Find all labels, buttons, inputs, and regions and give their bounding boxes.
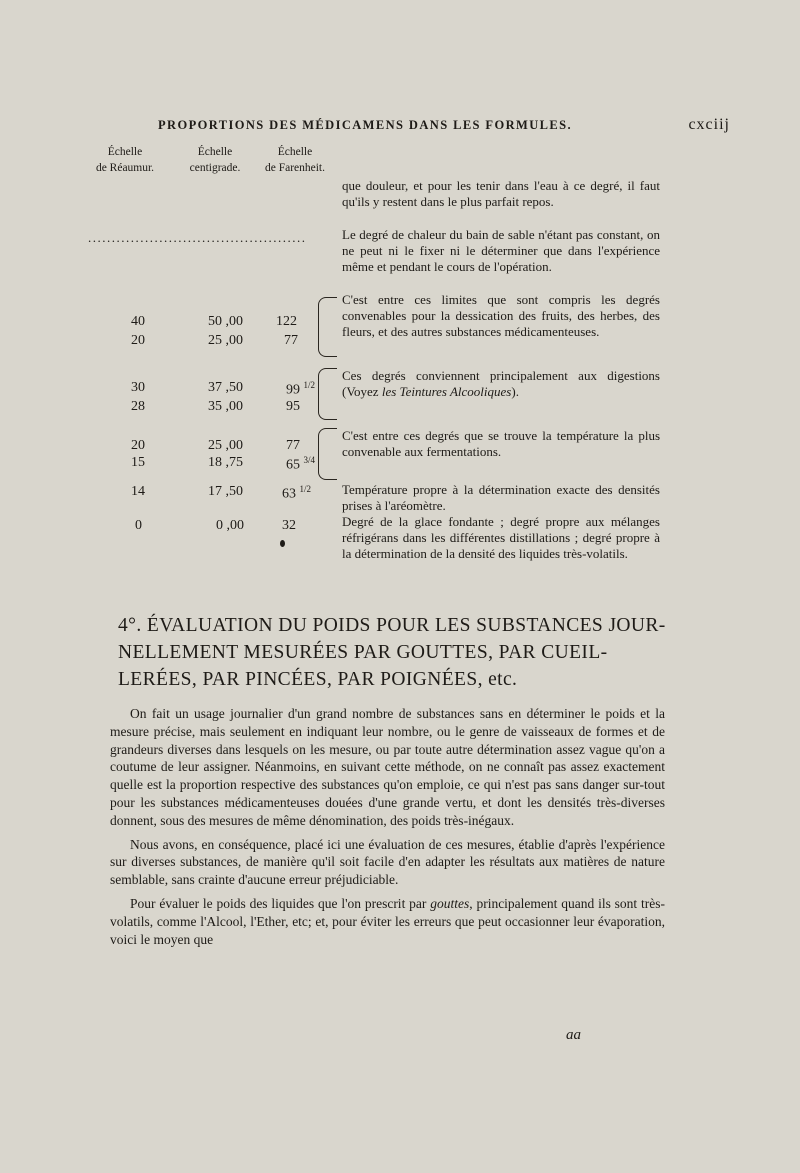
group2-farenheit-1: 99 $^{1/2}$ — [286, 380, 316, 398]
group2-centigrade-2: 35 ,00 — [208, 399, 243, 414]
group2-reaumur-1: 30 — [131, 380, 145, 395]
page-number: cxciij — [688, 116, 730, 133]
group4-text: Température propre à la détermination exacte des densités prises à l'aréomètre. — [342, 482, 660, 514]
group3-text: C'est entre ces degrés que se trouve la température la plus convenable aux fermentations. — [342, 428, 660, 460]
group2-centigrade-1: 37 ,50 — [208, 380, 243, 395]
ink-spot — [280, 540, 285, 547]
group2-farenheit-2: 95 — [286, 399, 300, 414]
group1-centigrade-1: 50 ,00 — [208, 314, 243, 329]
body-text — [110, 705, 665, 948]
farenheit-heading: Échelle de Farenheit. — [264, 146, 326, 174]
group1-reaumur-1: 40 — [131, 314, 145, 329]
group3-farenheit-2: 65 $^{3/4}$ — [286, 455, 316, 473]
group1-text: C'est entre ces limites que sont compris les degrés convenables pour la dessication des fruits, des herbes, des fleurs, et des autres substances médicamenteuses. — [342, 292, 660, 340]
group5-reaumur: 0 — [135, 518, 142, 533]
group3-reaumur-1: 20 — [131, 438, 145, 453]
group3-reaumur-2: 15 — [131, 455, 145, 470]
reaumur-heading: Échelle de Réaumur. — [95, 146, 155, 174]
header-title: PROPORTIONS DES MÉDICAMENS DANS LES FORMULES. — [158, 118, 572, 132]
intro-text: que douleur, et pour les tenir dans l'eau à ce degré, il faut qu'ils y restent dans le plus parfait repos. — [342, 178, 660, 210]
group1-reaumur-2: 20 — [131, 333, 145, 348]
running-header — [158, 118, 728, 133]
section-title — [118, 612, 666, 693]
group1-centigrade-2: 25 ,00 — [208, 333, 243, 348]
paragraph-3: Pour évaluer le poids des liquides que l'on prescrit par gouttes, principalement quand ils sont très-volatils, comme l'Alcool, l'Ether, etc; et, pour éviter les erreurs que peut occasionner leur évaporation, voici le moyen que — [110, 895, 665, 947]
group2-text: Ces degrés conviennent principalement aux digestions (Voyez les Teintures Alcooliques). — [342, 368, 660, 400]
group1-farenheit-1: 122 — [276, 314, 297, 329]
group1-farenheit-2: 77 — [284, 333, 298, 348]
centigrade-heading: Échelle centigrade. — [189, 146, 241, 174]
section-title-line-2: NELLEMENT MESURÉES PAR GOUTTES, PAR CUEIL- — [118, 642, 608, 663]
section-title-line-1: 4°. ÉVALUATION DU POIDS POUR LES SUBSTANCES JOUR- — [118, 615, 666, 636]
brace-3 — [318, 428, 337, 480]
paragraph-1: On fait un usage journalier d'un grand nombre de substances sans en déterminer le poids et la mesure précise, mais seulement en indiquant leur nombre, ou le genre de vaisseaux de formes et de grandeurs diverses dans lesquels on les mesure, ou par toute autre détermination assez vague qu'on a coutume de leur assigner. Néanmoins, en suivant cette méthode, on ne connaît pas assez exactement quelle est la proportion respective des substances qu'on emploie, ce qui n'est pas sans danger sur-tout pour les substances médicamenteuses douées d'une grande vertu, et dont les densités très-diverses donnent, sous des mesures de même dénomination, des poids très-inégaux. — [110, 706, 665, 828]
section-title-line-3: LERÉES, PAR PINCÉES, PAR POIGNÉES, etc. — [118, 669, 518, 690]
group3-centigrade-2: 18 ,75 — [208, 455, 243, 470]
group5-farenheit: 32 — [282, 518, 296, 533]
brace-1 — [318, 297, 337, 357]
group3-centigrade-1: 25 ,00 — [208, 438, 243, 453]
dot-leader: .............................................. — [88, 230, 307, 245]
paragraph-2: Nous avons, en conséquence, placé ici une évaluation de ces mesures, établie d'après l'expérience sur diverses substances, de manière qu'il soit facile d'en adapter les résultats aux matières de nature semblable, sans crainte d'aucune erreur préjudiciable. — [110, 836, 665, 888]
brace-2 — [318, 368, 337, 420]
signature-mark: aa — [566, 1027, 581, 1043]
group5-centigrade: 0 ,00 — [216, 518, 244, 533]
group4-farenheit: 63 $^{1/2}$ — [282, 484, 312, 502]
group4-centigrade: 17 ,50 — [208, 484, 243, 499]
group5-text: Degré de la glace fondante ; degré propre aux mélanges réfrigérans dans les différentes distillations ; degré propre à la détermination de la densité des liquides très-volatils. — [342, 514, 660, 562]
group2-reaumur-2: 28 — [131, 399, 145, 414]
group3-farenheit-1: 77 — [286, 438, 300, 453]
sand-bath-text: Le degré de chaleur du bain de sable n'étant pas constant, on ne peut ni le fixer ni le déterminer que dans l'expérience même et pendant le cours de l'opération. — [342, 227, 660, 275]
group4-reaumur: 14 — [131, 484, 145, 499]
